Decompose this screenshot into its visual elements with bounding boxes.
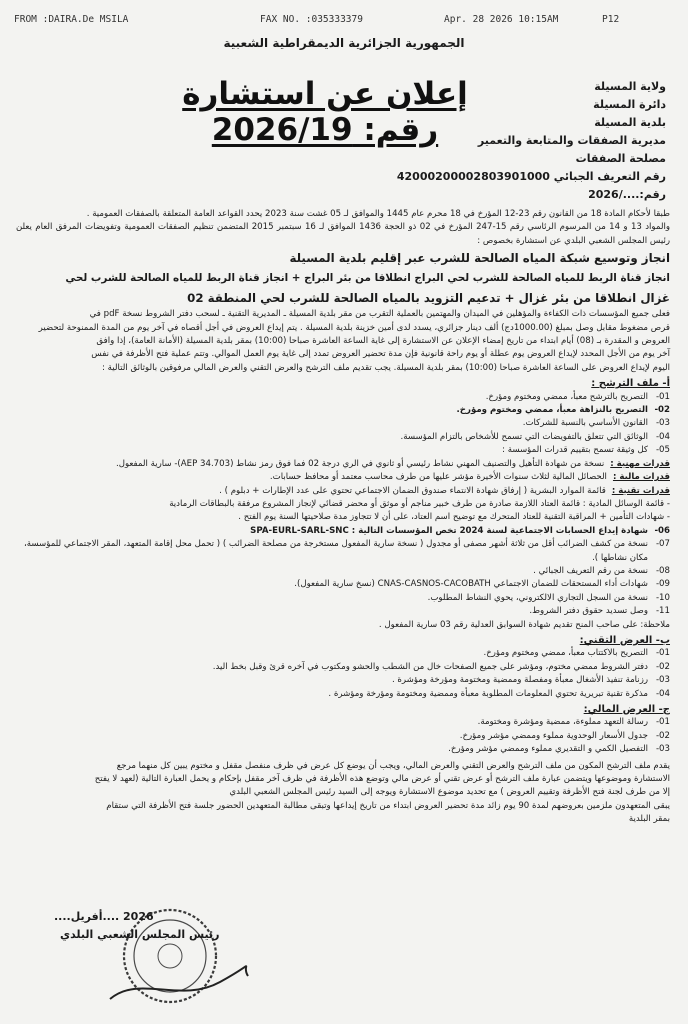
republic-title: الجمهورية الجزائرية الديمقراطية الشعبية <box>223 36 465 50</box>
daira: دائرة المسيلة <box>593 98 666 111</box>
list-item: -10 نسخة من السجل التجاري الالكتروني، يحوي النشاط المطلوب. <box>427 592 670 603</box>
signature-title: رئيس المجلس الشعبي البلدي <box>60 928 220 941</box>
directorate: مديرية الصفقات والمتابعة والتعمير <box>477 134 666 147</box>
intro-line: والمواد 13 و 14 من المرسوم الرئاسي رقم 15-247 المؤرخ في 02 ذو الحجة 1436 الموافق لـ 16 سبتمبر 2015 المتضمن تنظيم الصفقات العمومية وتفويضات المرفق العام يعلن رئيس المجلس الشعبي البلدي عن استشارة بخصوص : <box>16 222 670 246</box>
closing-line: الاستشارة وموضوعها ويتضمن عبارة ملف الترشح أو عرض تقني أو عرض مالي وتوضع هذه الأظرفة في ظرف آخر مقفل بإحكام و يحمل العبارة التالية (لعهد لا يفتح <box>94 774 670 785</box>
signature-date: 2026 ....أفريل.... <box>54 910 154 923</box>
candidature-note: ملاحظة: على صاحب المنح تقديم شهادة السوابق العدلية رقم 03 سارية المفعول . <box>378 619 670 630</box>
reference-number: رقم:..../2026 <box>588 188 666 201</box>
service: مصلحة الصفقات <box>575 152 666 165</box>
project-title: غزال انطلاقا من بئر غزال + تدعيم التزويد بالمياه الصالحة للشرب لحي المنطقة 02 <box>187 291 670 306</box>
project-title: انجاز وتوسيع شبكة المياه الصالحة للشرب عبر إقليم بلدية المسيلة <box>289 251 670 266</box>
list-item: -02 جدول الأسعار الوحدوية مملوء وممضي مؤشر ومؤرخ. <box>459 730 670 741</box>
insurance-note: - شهادات التأمين + المراقبة التقنية للعتاد المتحرك مع توضيح اسم العتاد، على أن لا تتجاوز مدة صلاحيتها السنة يوم الفتح . <box>238 512 670 523</box>
list-item: -01 التصريح بالترشح معبأ، ممضي ومختوم ومؤرخ. <box>485 391 670 402</box>
call-line: العروض و المقدرة بـ (08) أيام ابتداء من تاريخ إمضاء الإعلان عن الاستشارة إلى غاية الساعة العاشرة صباحا (10:00) بمقر بلدية المسيلة (الأمانة العامة)، إذا وافق <box>96 336 670 347</box>
list-item: -01 رسالة التعهد مملوءة، ممضية ومؤشرة ومختومة. <box>477 717 670 728</box>
section-title-candidature: أ- ملف الترشح : <box>591 378 670 390</box>
list-item: -01 التصريح بالاكتتاب معبأ، ممضي ومختوم ومؤرخ. <box>483 648 670 659</box>
call-line: آخر يوم من الأجل المحدد لإيداع العروض يوم عطلة أو يوم راحة قانونية فإن مدة تحضير العروض تمدد إلى غاية يوم العمل الموالي. وتتم عملية فتح الأظرفة في نفس <box>91 349 670 360</box>
section-title-financial: ج- العرض المالي: <box>583 704 670 715</box>
list-item: -08 نسخة من رقم التعريف الجبائي . <box>533 565 670 576</box>
wilaya: ولاية المسيلة <box>594 80 666 93</box>
signature-block <box>30 904 260 1014</box>
list-item: -03 رزنامة تنفيذ الأشغال معبأة ومفصلة وممضية ومختومة ومؤرخة ومؤشرة . <box>391 675 670 686</box>
fax-from: FROM :DAIRA.De MSILA <box>14 14 129 25</box>
materials-note: - قائمة الوسائل المادية : قائمة العتاد اللازمة صادرة من طرف خبير مناجم أو موثق أو محضر قضائي لإنجاز المشروع مرفقة بالبطاقات الرمادية <box>169 498 670 509</box>
call-line: فعلى جميع المؤسسات ذات الكفاءة والمؤهلين في الميدان والمهتمين بالعملية التقرب من مقر بلدية المسيلة ـ المديرية التقنية ـ لسحب دفتر الشروط نسخة pdF في <box>89 309 670 320</box>
fax-header <box>14 14 674 30</box>
list-item: -11 وصل تسديد حقوق دفتر الشروط. <box>529 606 670 617</box>
list-item: -09 شهادات أداء المستحقات للضمان الاجتماعي CNAS-CASNOS-CACOBATH (نسخ سارية المفعول). <box>294 579 670 590</box>
section-title-technical: ب- العرض التقني: <box>579 634 670 646</box>
list-item: -04 مذكرة تقنية تبريرية تحتوي المعلومات المطلوبة معبأة وممضية ومختومة ومؤرخة ومؤشرة . <box>328 688 670 699</box>
list-item: -07 نسخة من كشف الضرائب أقل من ثلاثة أشهر مصفى أو مجدول ( نسخة سارية المفعول مستخرجة من مصلحة الضرائب ) ( تحمل محل إقامة المتعهد، المقر الاجتماعي للمؤسسة، مكان نشاطها ). <box>24 539 670 563</box>
fax-date: Apr. 28 2026 10:15AM <box>444 14 559 25</box>
capacity-item: قدرات مالية : الحصائل المالية لثلاث سنوات الأخيرة مؤشر عليها من طرف محاسب معتمد أو محافظ حسابات. <box>269 472 670 483</box>
list-item: -04 الوثائق التي تتعلق بالتفويضات التي تسمح للأشخاص بالتزام المؤسسة. <box>400 431 670 442</box>
fax-page: P12 <box>602 14 620 25</box>
list-item: -05 كل وثيقة تسمح بتقييم قدرات المؤسسة : <box>502 445 670 456</box>
capacity-item: قدرات مهنية : نسخة من شهادة التأهيل والتصنيف المهني نشاط رئيسي أو ثانوي في الري درجة 02 فما فوق رمز نشاط (34.703 AEP)- سارية المفعول. <box>116 458 670 469</box>
intro-line: طبقا لأحكام المادة 18 من القانون رقم 23-12 المؤرخ في 18 محرم عام 1445 والموافق لـ 05 غشت سنة 2023 يحدد القواعد العامة المتعلقة بالصفقات العمومية . <box>86 209 670 219</box>
admin-block <box>396 78 666 204</box>
list-item: -06 شهادة إيداع الحسابات الاجتماعية لسنة 2024 تخص المؤسسات التالية : SPA-EURL-SARL-SNC <box>250 525 670 536</box>
closing-line: يقدم ملف الترشح المكون من ملف الترشح والعرض التقني والعرض المالي، ويجب أن يوضع كل عرض في ظرف منفصل مقفل و مختوم يبين كل منهما مرجع <box>116 760 670 771</box>
closing-line: يبقى المتعهدون ملزمين بعروضهم لمدة 90 يوم زائد مدة تحضير العروض ابتداء من تاريخ إيداعها وتبقى مطالبة المتعهدين الحضور جلسة فتح الأظرفة التي ستقام <box>106 800 670 811</box>
closing-line: بمقر البلدية <box>628 814 670 825</box>
list-item: -03 القانون الأساسي بالنسبة للشركات. <box>522 418 670 429</box>
call-line: قرص مضغوط مقابل وصل بمبلغ (1000.00دج) ألف دينار جزائري، يسدد لدى أمين خزينة بلدية المسيلة . يتم إيداع العروض في أجل أقصاه في آخر يوم من المدة الممنوحة لتحضير <box>38 322 670 333</box>
list-item: -03 التفصيل الكمي و التقديري مملوء وممضي مؤشر ومؤرخ. <box>448 744 670 755</box>
project-title: انجاز قناة الربط للمياه الصالحة للشرب لحي البراج انطلاقا من بئر البراج + انجاز قناة الربط للمياه الصالحة للشرب لحي <box>65 272 670 285</box>
closing-line: إلا من طرف لجنة فتح الأظرفة وتقييم العروض ) مع تحديد موضوع الاستشارة ويوجه إلى السيد رئيس المجلس الشعبي البلدي <box>229 787 670 798</box>
document-body <box>16 208 670 827</box>
fax-number: FAX NO. :035333379 <box>260 14 363 25</box>
call-line: اليوم لإيداع العروض على الساعة العاشرة صباحا (10:00) بمقر بلدية المسيلة. يجب تقديم ملف الترشح والعرض التقني والعرض المالي مرفوقين بالوثائق التالية : <box>102 362 670 373</box>
commune: بلدية المسيلة <box>594 116 666 129</box>
list-item: -02 التصريح بالنزاهة معبأ، ممضي ومختوم ومؤرخ. <box>456 405 670 416</box>
tax-id: رقم التعريف الجبائي 42000200002803901000 <box>396 170 666 183</box>
list-item: -02 دفتر الشروط ممضي مختوم، ومؤشر على جميع الصفحات خال من الشطب والحشو ومكتوب في آخره قرئ وقبل بخط اليد. <box>212 661 670 672</box>
announcement-headline: إعلان عن استشارة رقم: 2026/19 <box>182 76 468 148</box>
capacity-item: قدرات تقنية : قائمة الموارد البشرية ( إرفاق شهادة الانتماء صندوق الضمان الاجتماعي تحتوي على عدد الإطارات + دبلوم ) . <box>219 485 670 496</box>
